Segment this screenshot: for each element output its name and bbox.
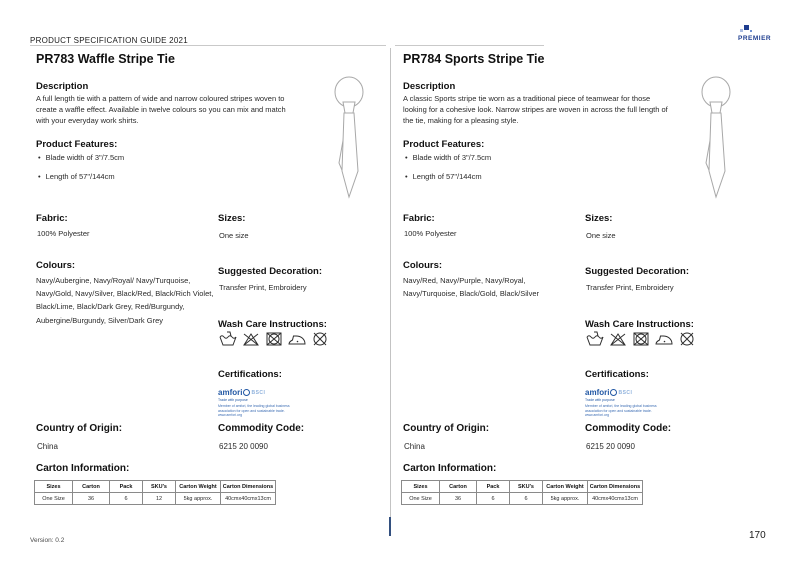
carton-cell: 36: [440, 493, 477, 505]
carton-col-header: Carton: [440, 481, 477, 493]
carton-col-header: Carton Weight: [543, 481, 588, 493]
washcare-icons: [218, 331, 330, 347]
product-column-pr784: [403, 0, 775, 566]
bsci-wordmark: BSCI: [251, 389, 266, 396]
description-heading: Description: [36, 81, 89, 92]
colours-label: Colours:: [36, 260, 76, 271]
amfori-bsci-logo: [585, 388, 675, 418]
premier-wordmark: PREMIER: [738, 35, 772, 42]
amfori-small-print: Member of amfori, the leading global business association for open and sustainable trade. www.amfori.org: [585, 404, 657, 418]
sizes-label: Sizes:: [218, 213, 246, 224]
fabric-label: Fabric:: [36, 213, 68, 224]
carton-table: [401, 480, 643, 505]
carton-col-header: SKU's: [143, 481, 176, 493]
carton-cell: 40cmx40cmx13cm: [221, 493, 276, 505]
carton-col-header: Sizes: [35, 481, 73, 493]
do-not-tumble-dry-icon: [264, 331, 284, 347]
washcare-label: Wash Care Instructions:: [585, 319, 694, 330]
carton-table: [34, 480, 276, 505]
feature-item: • Length of 57"/144cm: [38, 172, 124, 181]
feature-item: • Blade width of 3"/7.5cm: [38, 153, 124, 162]
amfori-small-print: Member of amfori, the leading global business association for open and sustainable trade. www.amfori.org: [218, 404, 290, 418]
cool-iron-icon: [287, 331, 307, 347]
do-not-tumble-dry-icon: [631, 331, 651, 347]
carton-col-header: Carton Dimensions: [588, 481, 643, 493]
carton-col-header: Pack: [477, 481, 510, 493]
description-text: A classic Sports stripe tie worn as a traditional piece of teamwear for those looking for a cohesive look. Narrow stripes are woven in across the full length of the tie, making for a pleasing style.: [403, 94, 668, 125]
amfori-circle-icon: [243, 389, 250, 396]
carton-col-header: SKU's: [510, 481, 543, 493]
description-text: A full length tie with a pattern of wide and narrow coloured stripes woven to create a waffle effect. Available in twelve colours so you can mix and match with your everyday work shirts.: [36, 94, 286, 125]
commodity-value: 6215 20 0090: [219, 442, 268, 451]
hand-wash-icon: [585, 331, 605, 347]
product-title: PR783 Waffle Stripe Tie: [36, 52, 175, 66]
carton-table-data-row: [35, 493, 276, 505]
origin-label: Country of Origin:: [403, 423, 490, 434]
certifications-label: Certifications:: [585, 369, 649, 380]
product-title: PR784 Sports Stripe Tie: [403, 52, 545, 66]
sizes-label: Sizes:: [585, 213, 613, 224]
do-not-bleach-icon: [608, 331, 628, 347]
carton-col-header: Sizes: [402, 481, 440, 493]
features-list: [38, 153, 124, 191]
carton-cell: 36: [73, 493, 110, 505]
carton-cell: 5kg approx.: [543, 493, 588, 505]
carton-table-header-row: [402, 481, 643, 493]
cool-iron-icon: [654, 331, 674, 347]
amfori-wordmark: amfori: [585, 388, 610, 397]
tie-illustration: [687, 75, 741, 212]
carton-cell: 12: [143, 493, 176, 505]
sizes-value: One size: [586, 231, 616, 240]
amfori-circle-icon: [610, 389, 617, 396]
washcare-label: Wash Care Instructions:: [218, 319, 327, 330]
page-number: 170: [749, 530, 766, 541]
commodity-value: 6215 20 0090: [586, 442, 635, 451]
carton-col-header: Carton Weight: [176, 481, 221, 493]
carton-cell: One Size: [402, 493, 440, 505]
page-header-title: PRODUCT SPECIFICATION GUIDE 2021: [30, 36, 188, 45]
carton-col-header: Carton Dimensions: [221, 481, 276, 493]
do-not-dry-clean-icon: [310, 331, 330, 347]
version-text: Version: 0.2: [30, 537, 65, 544]
bsci-wordmark: BSCI: [618, 389, 633, 396]
carton-col-header: Pack: [110, 481, 143, 493]
tie-illustration: [320, 75, 374, 212]
carton-label: Carton Information:: [403, 463, 497, 474]
features-heading: Product Features:: [36, 139, 118, 150]
decoration-label: Suggested Decoration:: [218, 266, 322, 277]
do-not-dry-clean-icon: [677, 331, 697, 347]
carton-cell: 6: [110, 493, 143, 505]
features-heading: Product Features:: [403, 139, 485, 150]
carton-label: Carton Information:: [36, 463, 130, 474]
amfori-wordmark: amfori: [218, 388, 243, 397]
colours-label: Colours:: [403, 260, 443, 271]
description-heading: Description: [403, 81, 456, 92]
carton-col-header: Carton: [73, 481, 110, 493]
colours-value: Navy/Aubergine, Navy/Royal/ Navy/Turquoise, Navy/Gold, Navy/Silver, Black/Red, Black/Rich Violet, Black/Lime, Black/Dark Grey, Red/Burgundy, Aubergine/Burgundy, Silver/Dark Grey: [36, 276, 214, 325]
carton-table-header-row: [35, 481, 276, 493]
carton-cell: 6: [510, 493, 543, 505]
colours-value: Navy/Red, Navy/Purple, Navy/Royal, Navy/Turquoise, Black/Gold, Black/Silver: [403, 276, 540, 299]
origin-label: Country of Origin:: [36, 423, 123, 434]
amfori-tagline: Trade with purpose: [218, 398, 248, 402]
fabric-value: 100% Polyester: [37, 229, 90, 238]
washcare-icons: [585, 331, 697, 347]
carton-cell: 5kg approx.: [176, 493, 221, 505]
sizes-value: One size: [219, 231, 249, 240]
origin-value: China: [404, 442, 425, 451]
amfori-tagline: Trade with purpose: [585, 398, 615, 402]
fabric-value: 100% Polyester: [404, 229, 457, 238]
origin-value: China: [37, 442, 58, 451]
fabric-label: Fabric:: [403, 213, 435, 224]
commodity-label: Commodity Code:: [585, 423, 672, 434]
product-column-pr783: [36, 0, 408, 566]
commodity-label: Commodity Code:: [218, 423, 305, 434]
do-not-bleach-icon: [241, 331, 261, 347]
carton-cell: 6: [477, 493, 510, 505]
features-list: [405, 153, 491, 191]
carton-cell: One Size: [35, 493, 73, 505]
carton-table-data-row: [402, 493, 643, 505]
feature-item: • Length of 57"/144cm: [405, 172, 491, 181]
decoration-value: Transfer Print, Embroidery: [219, 283, 307, 292]
decoration-value: Transfer Print, Embroidery: [586, 283, 674, 292]
feature-item: • Blade width of 3"/7.5cm: [405, 153, 491, 162]
certifications-label: Certifications:: [218, 369, 282, 380]
hand-wash-icon: [218, 331, 238, 347]
decoration-label: Suggested Decoration:: [585, 266, 689, 277]
amfori-bsci-logo: [218, 388, 308, 418]
carton-cell: 40cmx40cmx13cm: [588, 493, 643, 505]
